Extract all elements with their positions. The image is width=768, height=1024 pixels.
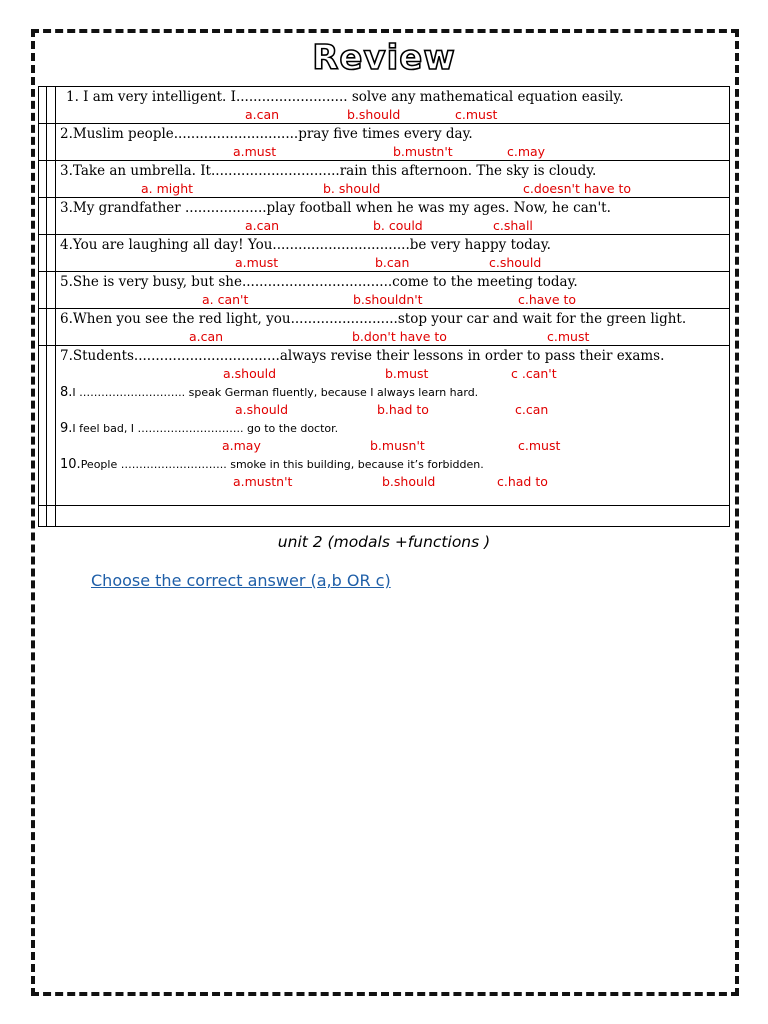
option-c: c.should bbox=[489, 255, 542, 270]
option-c: c.must bbox=[547, 329, 590, 344]
option-b: b.musn't bbox=[370, 438, 425, 453]
row-divider bbox=[39, 160, 729, 161]
option-b: b. could bbox=[373, 218, 423, 233]
question-text: 1. I am very intelligent. I.......................... solve any mathematical equation easily. bbox=[66, 89, 624, 105]
question-sentence: I ……………………….. speak German fluently, because I always learn hard. bbox=[72, 386, 479, 399]
option-a: a.must bbox=[233, 144, 277, 159]
page-title: Review bbox=[312, 38, 456, 78]
option-a: a. can't bbox=[202, 292, 249, 307]
option-a: a.must bbox=[235, 255, 279, 270]
option-c: c.can bbox=[515, 402, 549, 417]
option-a: a.can bbox=[245, 218, 280, 233]
question-text bbox=[60, 456, 484, 474]
option-b: b.shouldn't bbox=[353, 292, 423, 307]
option-c: c.have to bbox=[518, 292, 577, 307]
instruction-text: Choose the correct answer (a,b OR c) bbox=[91, 571, 391, 590]
option-b: b.can bbox=[375, 255, 410, 270]
option-b: b.must bbox=[385, 366, 429, 381]
row-divider bbox=[39, 505, 729, 506]
question-number: 9. bbox=[60, 421, 73, 436]
question-text: 4.You are laughing all day! You................................be very happy today. bbox=[60, 237, 551, 253]
option-a: a.should bbox=[235, 402, 289, 417]
option-c: c.must bbox=[455, 107, 498, 122]
row-divider bbox=[39, 123, 729, 124]
question-text: 5.She is very busy, but she...................................come to the meeting today. bbox=[60, 274, 578, 290]
option-c: c.must bbox=[518, 438, 561, 453]
option-c: c.had to bbox=[497, 474, 548, 489]
row-divider bbox=[39, 271, 729, 272]
question-number: 8. bbox=[60, 385, 73, 400]
option-b: b.should bbox=[347, 107, 401, 122]
question-text: 7.Students..................................always revise their lessons in order to pass their exams. bbox=[60, 348, 665, 364]
question-text bbox=[60, 384, 478, 402]
option-b: b. should bbox=[323, 181, 381, 196]
option-a: a.may bbox=[222, 438, 261, 453]
question-number: 10. bbox=[60, 457, 81, 472]
option-a: a.mustn't bbox=[233, 474, 293, 489]
question-text bbox=[60, 420, 338, 438]
option-b: b.don't have to bbox=[352, 329, 447, 344]
option-a: a.can bbox=[189, 329, 224, 344]
question-text: 3.My grandfather ...................play football when he was my ages. Now, he can't. bbox=[60, 200, 611, 216]
option-b: b.had to bbox=[377, 402, 429, 417]
option-b: b.should bbox=[382, 474, 436, 489]
option-c: c.doesn't have to bbox=[523, 181, 632, 196]
question-sentence: I feel bad, I ……………………….. go to the doctor. bbox=[72, 422, 339, 435]
unit-heading: unit 2 (modals +functions ) bbox=[277, 533, 491, 551]
question-text: 2.Muslim people.............................pray five times every day. bbox=[60, 126, 473, 142]
option-c: c .can't bbox=[511, 366, 557, 381]
row-divider bbox=[39, 197, 729, 198]
option-a: a. might bbox=[141, 181, 194, 196]
option-c: c.may bbox=[507, 144, 546, 159]
option-b: b.mustn't bbox=[393, 144, 453, 159]
option-a: a.can bbox=[245, 107, 280, 122]
row-divider bbox=[39, 234, 729, 235]
row-divider bbox=[39, 308, 729, 309]
table-margin-line bbox=[55, 87, 56, 526]
question-sentence: People ……………………….. smoke in this building, because it’s forbidden. bbox=[80, 458, 484, 471]
question-text: 3.Take an umbrella. It..............................rain this afternoon. The sky is cloudy. bbox=[60, 163, 597, 179]
option-c: c.shall bbox=[493, 218, 533, 233]
question-text: 6.When you see the red light, you.........................stop your car and wait for the green light. bbox=[60, 311, 687, 327]
option-a: a.should bbox=[223, 366, 277, 381]
questions-table bbox=[38, 86, 730, 527]
row-divider bbox=[39, 345, 729, 346]
table-margin-line bbox=[46, 87, 47, 526]
